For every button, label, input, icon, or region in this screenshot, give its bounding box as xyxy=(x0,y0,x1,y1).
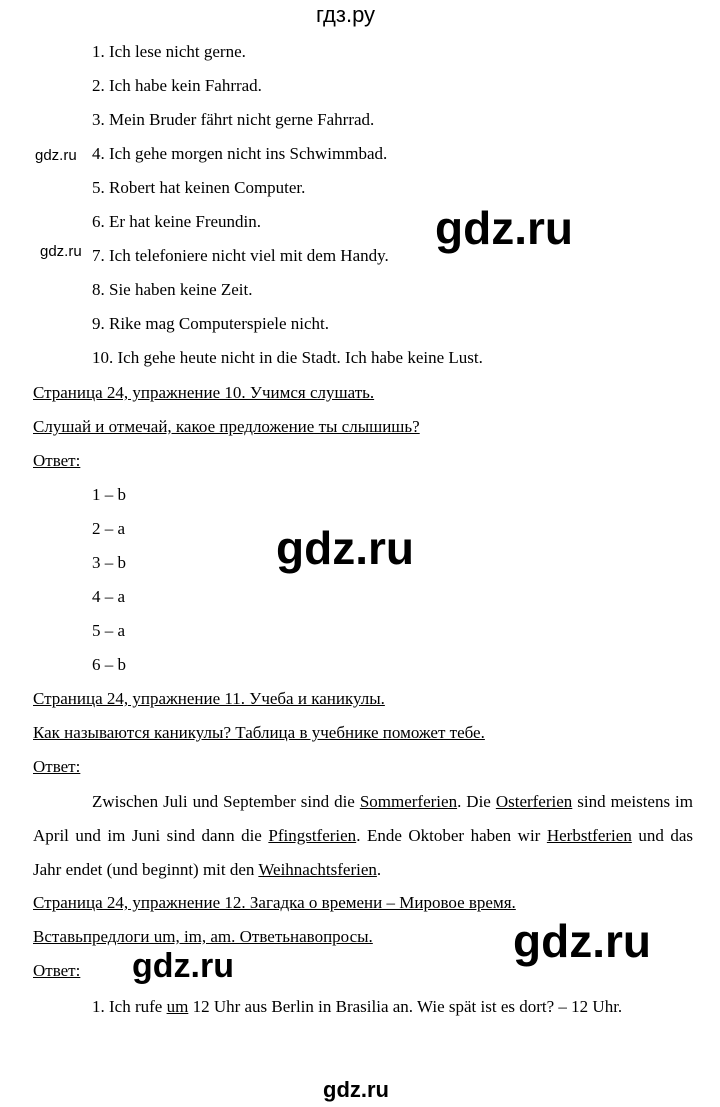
watermark-large: gdz.ru xyxy=(513,915,651,967)
list-item: 8. Sie haben keine Zeit. xyxy=(92,280,253,299)
watermark-small: gdz.ru xyxy=(35,147,77,164)
watermark-footer: gdz.ru xyxy=(323,1077,389,1102)
list-item: 6. Er hat keine Freundin. xyxy=(92,212,262,231)
holiday-term: Pfingstferien xyxy=(268,826,357,845)
holiday-term: Herbstferien xyxy=(546,826,632,845)
list-item: 5. Robert hat keinen Computer. xyxy=(92,178,306,197)
watermark-large: gdz.ru xyxy=(276,522,414,574)
answer-item: 5 – a xyxy=(92,621,126,640)
site-header: гдз.ру xyxy=(316,2,376,27)
answer-item: 3 – b xyxy=(92,553,126,572)
exercise-10-title: Страница 24, упражнение 10. Учимся слушать. xyxy=(33,383,375,402)
exercise-10-answer-label: Ответ: xyxy=(33,451,81,470)
list-item: 10. Ich gehe heute nicht in die Stadt. Ich habe keine Lust. xyxy=(92,348,483,367)
answer-item: 1 – b xyxy=(92,485,126,504)
list-item: 2. Ich habe kein Fahrrad. xyxy=(92,76,262,95)
holiday-term: Sommerferien xyxy=(359,792,458,811)
answer-item: 4 – a xyxy=(92,587,126,606)
answer-item: 6 – b xyxy=(92,655,126,674)
watermark-large: gdz.ru xyxy=(435,202,573,254)
list-item: 1. Ich lese nicht gerne. xyxy=(92,42,246,61)
answer-item: 2 – a xyxy=(92,519,126,538)
exercise-11-title: Страница 24, упражнение 11. Учеба и каникулы. xyxy=(33,689,385,708)
exercise-11-answer-paragraph: Zwischen Juli und September sind die Sommerferien. Die Osterferien sind meistens im April und im Juni sind dann die Pfingstferien. Ende Oktober haben wir Herbstferien und das Jahr endet (und beginnt) mit den Weihnachtsferien. xyxy=(33,792,694,879)
list-item: 4. Ich gehe morgen nicht ins Schwimmbad. xyxy=(92,144,388,163)
watermark-medium: gdz.ru xyxy=(132,947,234,985)
list-item: 9. Rike mag Computerspiele nicht. xyxy=(92,314,330,333)
list-item: 3. Mein Bruder fährt nicht gerne Fahrrad. xyxy=(92,110,375,129)
exercise-10-task: Слушай и отмечай, какое предложение ты слышишь? xyxy=(33,417,420,436)
holiday-term: Osterferien xyxy=(495,792,573,811)
exercise-11-task: Как называются каникулы? Таблица в учебнике поможет тебе. xyxy=(33,723,485,742)
holiday-term: Weihnachtsferien xyxy=(258,860,377,879)
exercise-11-answer-label: Ответ: xyxy=(33,757,81,776)
watermark-small: gdz.ru xyxy=(40,243,82,260)
list-item: 7. Ich telefoniere nicht viel mit dem Handy. xyxy=(92,246,389,265)
exercise-12-task: Вставьпредлоги um, im, am. Ответьнавопросы. xyxy=(33,927,373,946)
exercise-12-answer-sentence: 1. Ich rufe um 12 Uhr aus Berlin in Brasilia an. Wie spät ist es dort? – 12 Uhr. xyxy=(92,997,623,1016)
exercise-12-title: Страница 24, упражнение 12. Загадка о времени – Мировое время. xyxy=(33,893,516,912)
exercise-12-answer-label: Ответ: xyxy=(33,961,81,980)
inserted-preposition: um xyxy=(166,997,189,1016)
